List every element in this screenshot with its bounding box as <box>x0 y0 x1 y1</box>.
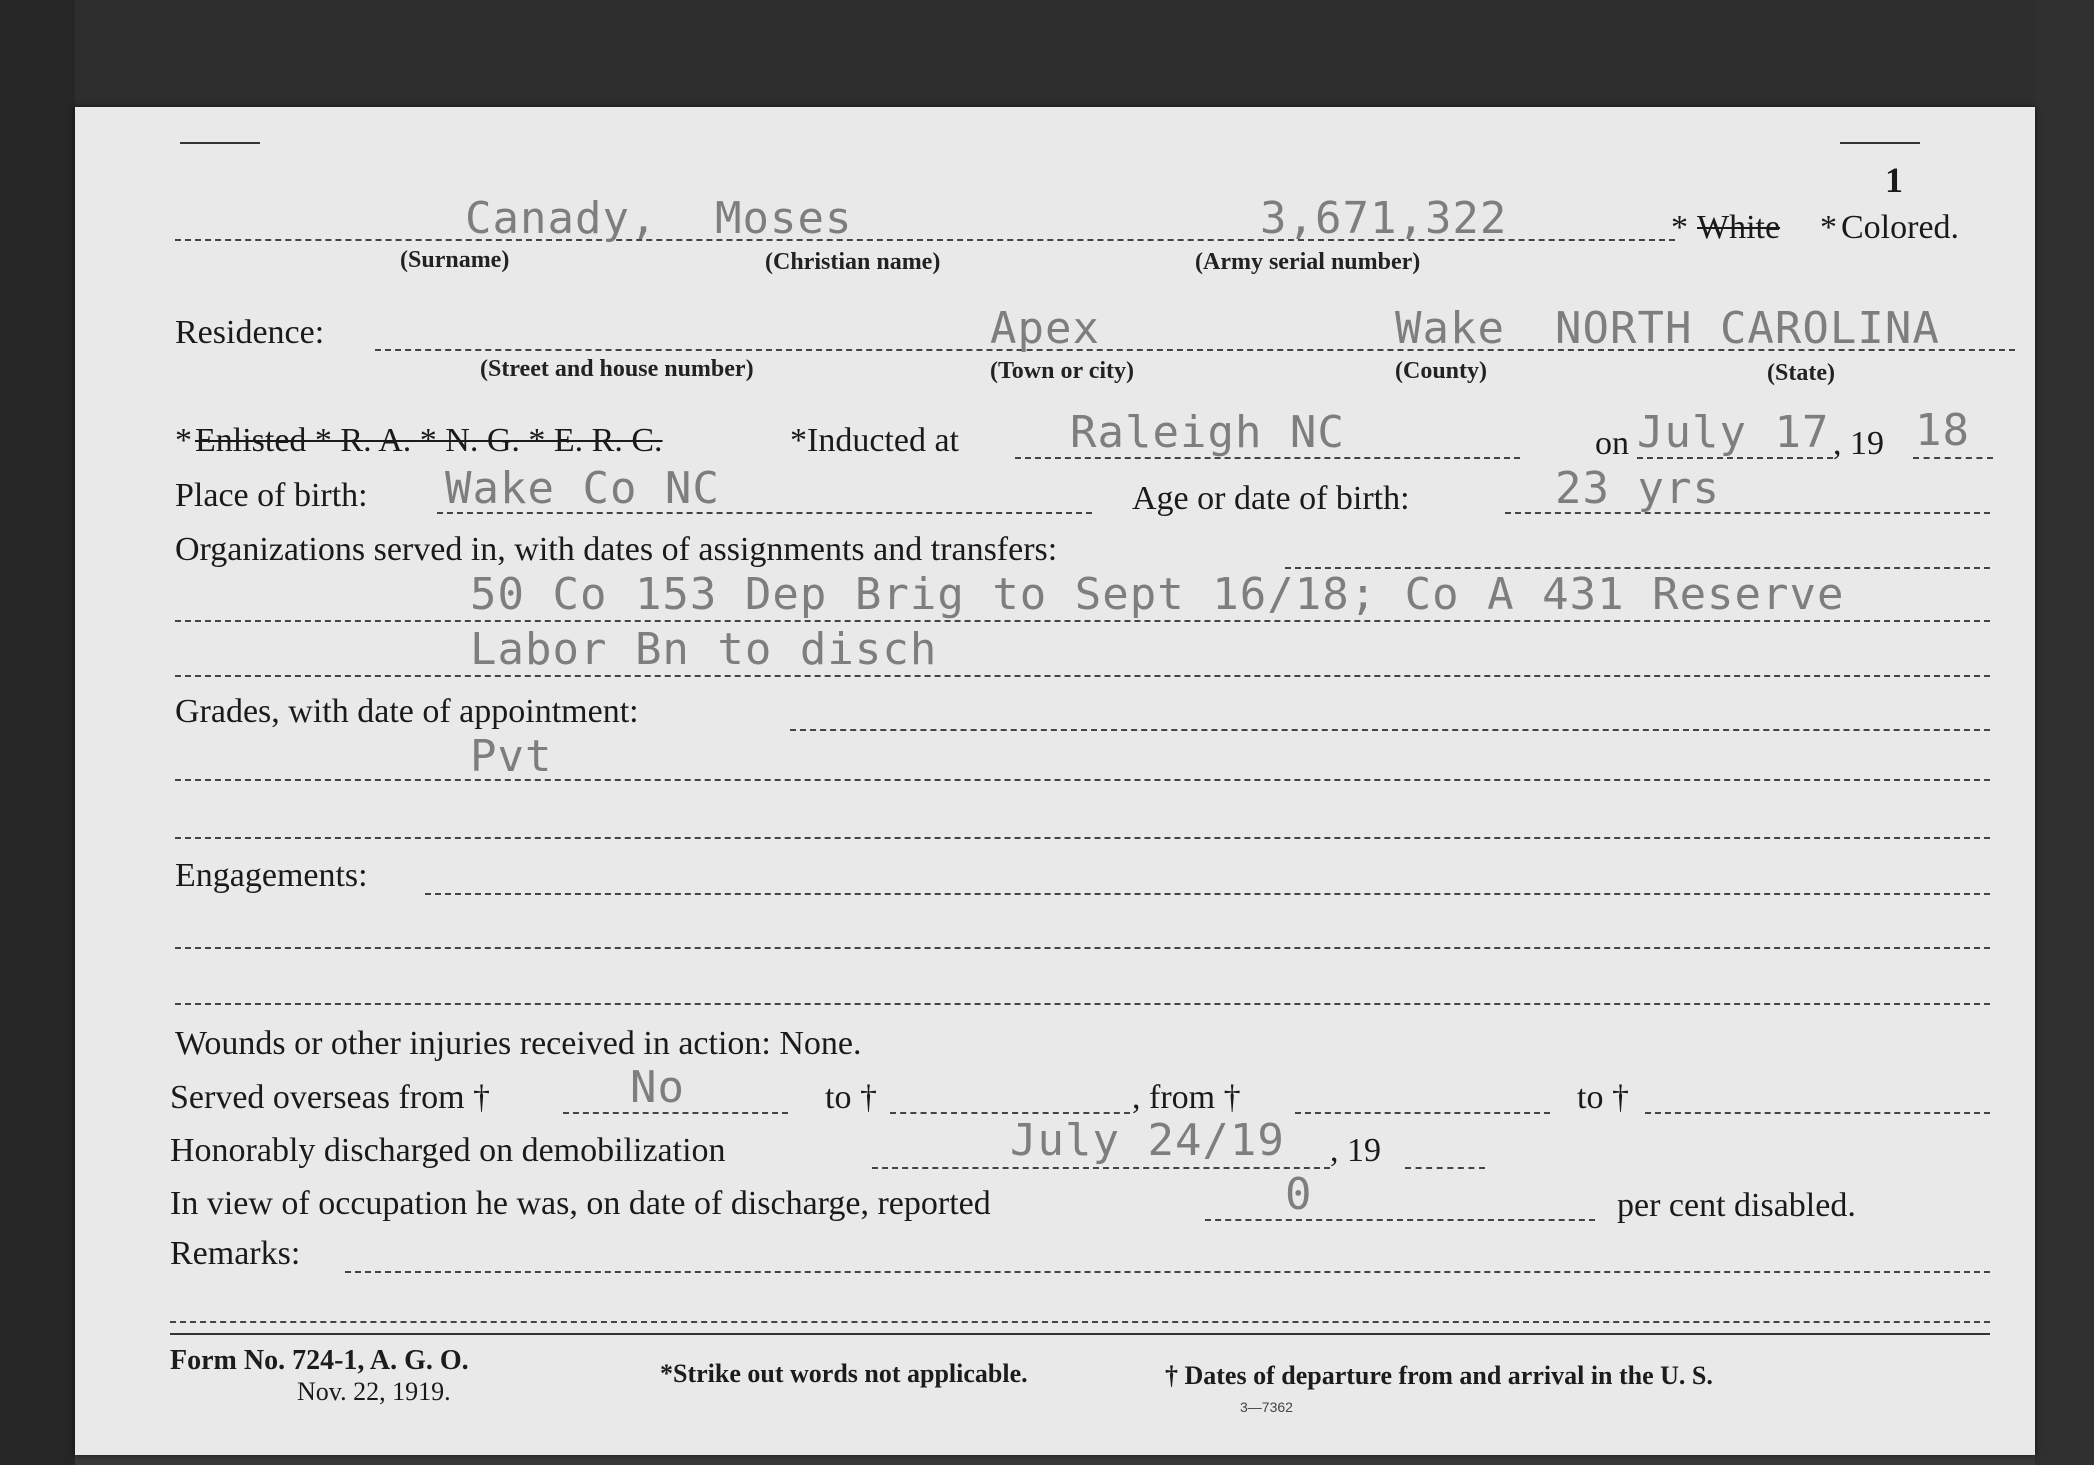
scan-background-top <box>0 0 2094 110</box>
service-record-card <box>75 107 2035 1455</box>
footnote-strike-out: *Strike out words not applicable. <box>660 1359 1028 1388</box>
grades-label: Grades, with date of appointment: <box>175 693 639 730</box>
grades-line-2 <box>175 837 1990 839</box>
race-asterisk-2: * <box>1820 209 1837 246</box>
organizations-value-1: 50 Co 153 Dep Brig to Sept 16/18; Co A 431 Reserve <box>470 569 1845 620</box>
on-label: on <box>1595 425 1629 462</box>
enlist-asterisk: * <box>175 422 192 459</box>
discharge-year-line <box>1405 1167 1485 1169</box>
serial-number-value: 3,671,322 <box>1260 193 1508 244</box>
footer-rule <box>170 1333 1990 1335</box>
residence-label: Residence: <box>175 314 325 351</box>
inducted-date-value: July 17 <box>1637 407 1830 458</box>
printer-code: 3—7362 <box>1240 1399 1293 1415</box>
overseas-to2-label: to † <box>1577 1079 1629 1116</box>
remarks-line-1 <box>170 1321 1990 1323</box>
organizations-value-2: Labor Bn to disch <box>470 624 938 675</box>
scan-background-left <box>0 0 75 1465</box>
race-asterisk-1: * <box>1671 209 1688 246</box>
overseas-from-label: Served overseas from † <box>170 1079 491 1116</box>
overseas-from2-label: , from † <box>1132 1079 1241 1116</box>
engagements-line-0 <box>425 893 1990 895</box>
overseas-to2-line <box>1645 1112 1990 1114</box>
card-number: 1 <box>1885 160 1903 200</box>
wounds-text: Wounds or other injuries received in action: None. <box>175 1025 862 1062</box>
corner-rule-left <box>180 142 260 144</box>
age-label: Age or date of birth: <box>1132 480 1410 517</box>
enlistment-options-struck: Enlisted * R. A. * N. G. * E. R. C. <box>195 422 663 459</box>
overseas-from2-line <box>1295 1112 1550 1114</box>
state-caption: (State) <box>1767 360 1835 386</box>
organizations-line-2 <box>175 675 1990 677</box>
town-caption: (Town or city) <box>990 358 1134 384</box>
overseas-to-line <box>890 1112 1130 1114</box>
christian-name-value: Moses <box>715 193 853 244</box>
inducted-at-label: *Inducted at <box>790 422 959 459</box>
residence-town-value: Apex <box>990 303 1100 354</box>
race-colored: Colored. <box>1841 209 1960 246</box>
organizations-label: Organizations served in, with dates of assignments and transfers: <box>175 531 1058 568</box>
birth-place-value: Wake Co NC <box>445 463 720 514</box>
discharge-label: Honorably discharged on demobilization <box>170 1132 726 1169</box>
age-value: 23 yrs <box>1555 463 1720 514</box>
inducted-year-prefix: , 19 <box>1833 425 1884 462</box>
form-number: Form No. 724-1, A. G. O. <box>170 1345 469 1376</box>
organizations-line-1 <box>175 620 1990 622</box>
discharge-date-line <box>872 1167 1330 1169</box>
inducted-year-line <box>1913 457 1993 459</box>
disability-percent-value: 0 <box>1285 1169 1313 1220</box>
serial-caption: (Army serial number) <box>1195 249 1421 275</box>
residence-county-value: Wake <box>1395 303 1505 354</box>
disability-line <box>1205 1219 1595 1221</box>
disability-suffix: per cent disabled. <box>1617 1187 1856 1224</box>
grades-line-1 <box>175 779 1990 781</box>
inducted-place-value: Raleigh NC <box>1070 407 1345 458</box>
race-white-struck: White <box>1697 209 1781 246</box>
disability-label: In view of occupation he was, on date of discharge, reported <box>170 1185 991 1222</box>
engagements-line-1 <box>175 947 1990 949</box>
overseas-from-value: No <box>630 1062 685 1113</box>
remarks-label: Remarks: <box>170 1235 301 1272</box>
remarks-line-0 <box>345 1271 1990 1273</box>
form-date: Nov. 22, 1919. <box>297 1377 451 1406</box>
engagements-line-2 <box>175 1003 1990 1005</box>
scan-background-right <box>2035 0 2094 1465</box>
inducted-year-value: 18 <box>1915 405 1970 456</box>
discharge-date-value: July 24/19 <box>1010 1115 1285 1166</box>
christian-name-caption: (Christian name) <box>765 249 941 275</box>
residence-state-value: NORTH CAROLINA <box>1555 303 1940 354</box>
footnote-dates: † Dates of departure from and arrival in the U. S. <box>1165 1361 1713 1390</box>
grades-value: Pvt <box>470 731 553 782</box>
birth-place-label: Place of birth: <box>175 477 368 514</box>
grades-line-0 <box>790 729 1990 731</box>
surname-value: Canady, <box>465 193 658 244</box>
corner-rule-right <box>1840 142 1920 144</box>
street-caption: (Street and house number) <box>480 356 754 382</box>
surname-caption: (Surname) <box>400 247 510 273</box>
overseas-to-label: to † <box>825 1079 877 1116</box>
county-caption: (County) <box>1395 358 1488 384</box>
discharge-year-label: , 19 <box>1330 1132 1381 1169</box>
engagements-label: Engagements: <box>175 857 368 894</box>
